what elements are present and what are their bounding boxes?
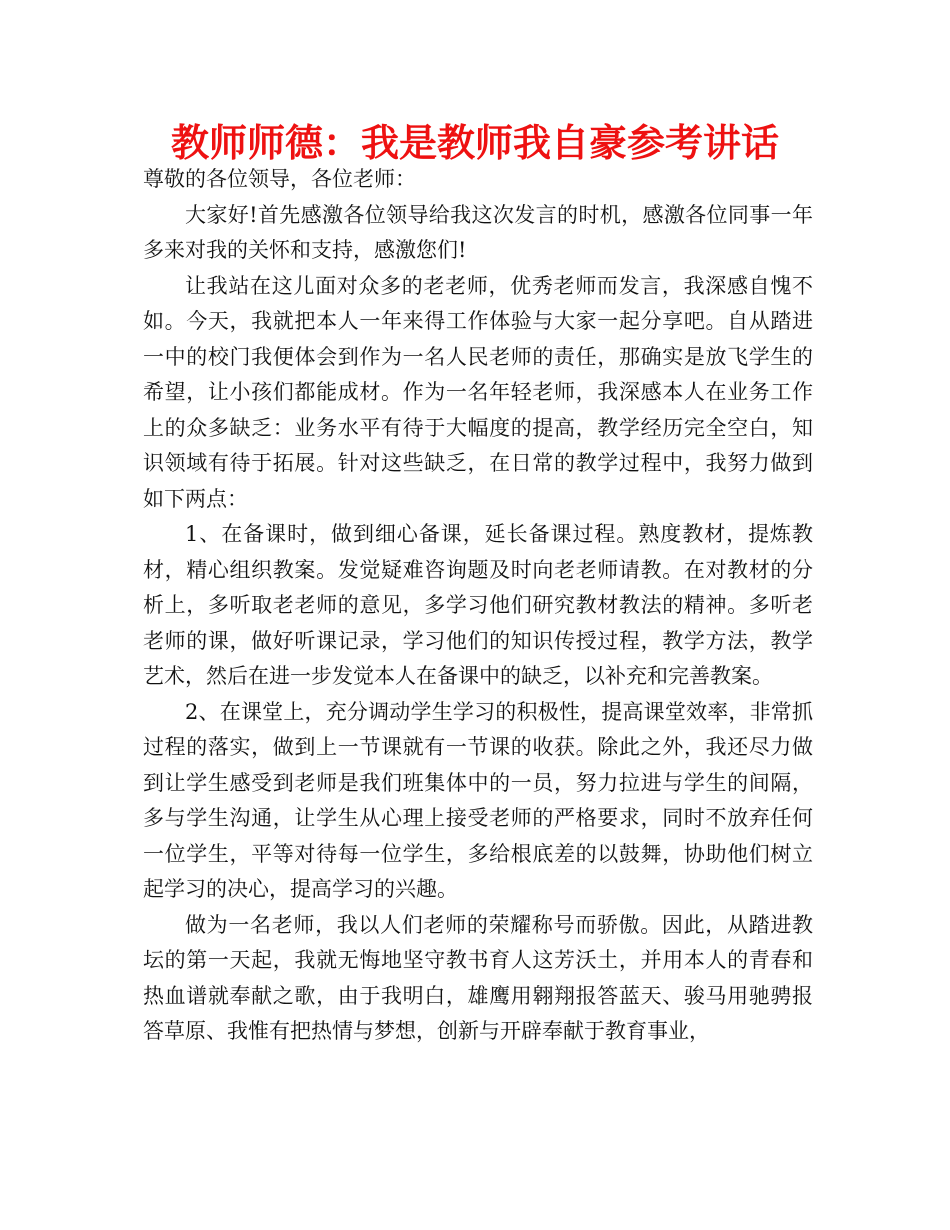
document-body — [143, 162, 813, 1050]
document-title: 教师师德：我是教师我自豪参考讲话 — [170, 121, 779, 165]
paragraph-conclusion: 做为一名老师，我以人们老师的荣耀称号而骄傲。因此，从踏进教坛的第一天起，我就无悔地坚守教书育人这芳沃土，并用本人的青春和热血谱就奉献之歌，由于我明白，雄鹰用翱翔报答蓝天、骏马用驰骋报答草原、我惟有把热情与梦想，创新与开辟奉献于教育事业， — [143, 912, 813, 1043]
paragraph-point-two: 2、在课堂上，充分调动学生学习的积极性，提高课堂效率，非常抓过程的落实，做到上一节课就有一节课的收获。除此之外，我还尽力做到让学生感受到老师是我们班集体中的一员，努力拉进与学生的间隔，多与学生沟通，让学生从心理上接受老师的严格要求，同时不放弃任何一位学生，平等对待每一位学生，多给根底差的以鼓舞，协助他们树立起学习的决心，提高学习的兴趣。 — [143, 699, 813, 901]
paragraph-point-one: 1、在备课时，做到细心备课，延长备课过程。熟度教材，提炼教材，精心组织教案。发觉疑难咨询题及时向老老师请教。在对教材的分析上，多听取老老师的意见，多学习他们研究教材教法的精神。多听老老师的课，做好听课记录，学习他们的知识传授过程，教学方法，教学艺术，然后在进一步发觉本人在备课中的缺乏，以补充和完善教案。 — [143, 522, 813, 688]
paragraph-introduction: 让我站在这儿面对众多的老老师，优秀老师而发言，我深感自愧不如。今天，我就把本人一年来得工作体验与大家一起分享吧。自从踏进一中的校门我便体会到作为一名人民老师的责任，那确实是放飞学生的希望，让小孩们都能成材。作为一名年轻老师，我深感本人在业务工作上的众多缺乏：业务水平有待于大幅度的提高，教学经历完全空白，知识领域有待于拓展。针对这些缺乏，在日常的教学过程中，我努力做到如下两点： — [143, 273, 813, 511]
salutation: 尊敬的各位领导，各位老师： — [143, 167, 416, 191]
paragraph-greeting: 大家好!首先感激各位领导给我这次发言的时机，感激各位同事一年多来对我的关怀和支持，感激您们! — [143, 202, 813, 262]
